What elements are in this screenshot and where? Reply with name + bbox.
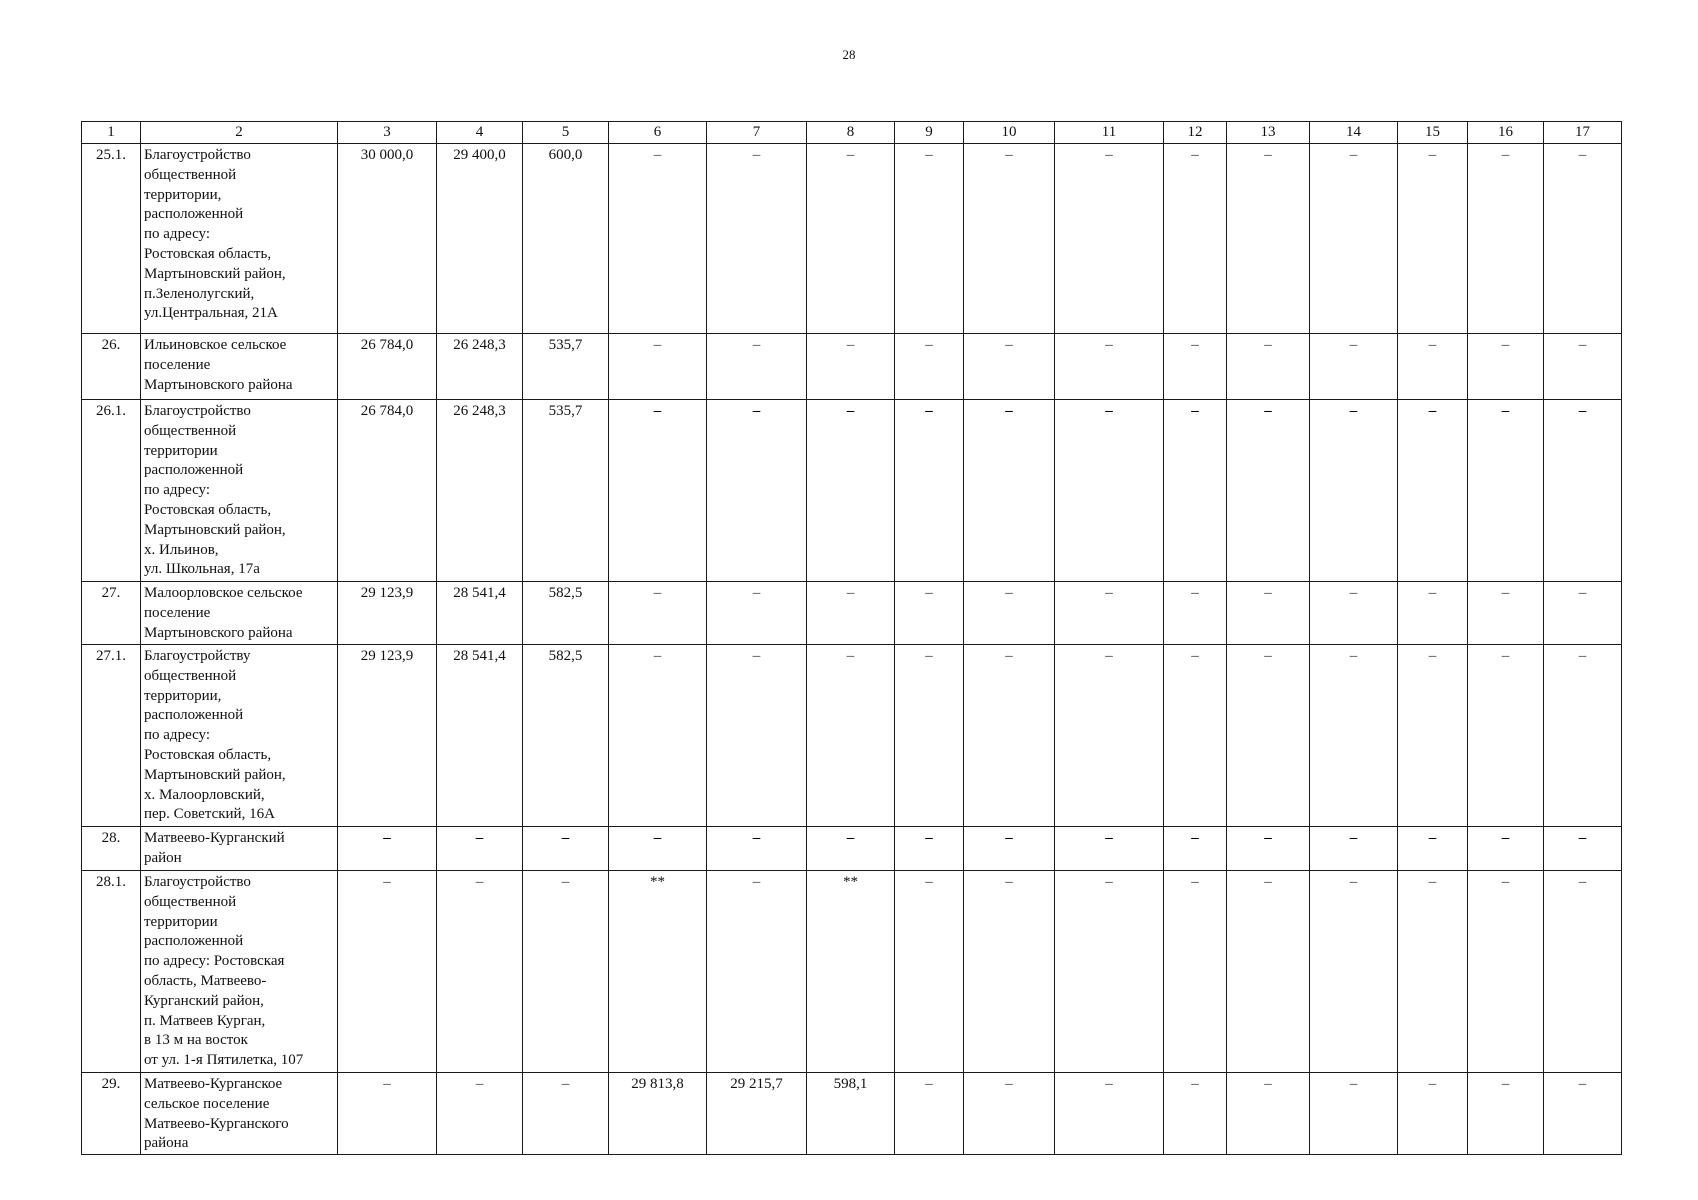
cell-col-13: – bbox=[1227, 582, 1310, 645]
cell-col-6: – bbox=[609, 582, 707, 645]
cell-col-3: – bbox=[338, 1073, 437, 1155]
cell-col-17: – bbox=[1544, 871, 1622, 1073]
cell-col-12: – bbox=[1164, 144, 1227, 334]
cell-col-9: – bbox=[895, 1073, 964, 1155]
cell-col-13: – bbox=[1227, 871, 1310, 1073]
cell-col-6: – bbox=[609, 144, 707, 334]
cell-col-16: – bbox=[1468, 645, 1544, 827]
row-number: 28. bbox=[82, 827, 141, 871]
column-header-15: 15 bbox=[1398, 122, 1468, 144]
cell-col-9: – bbox=[895, 582, 964, 645]
row-number: 27.1. bbox=[82, 645, 141, 827]
cell-col-11: – bbox=[1055, 334, 1164, 400]
row-number: 29. bbox=[82, 1073, 141, 1155]
cell-col-3: 30 000,0 bbox=[338, 144, 437, 334]
cell-col-6: – bbox=[609, 827, 707, 871]
cell-col-6: 29 813,8 bbox=[609, 1073, 707, 1155]
row-name: Благоустройство общественной территории расположенной по адресу: Ростовская область, Матвеево- Курганский район, п. Матвеев Курган, в 13 м на восток от ул. 1-я Пятилетка, 107 bbox=[141, 871, 338, 1073]
cell-col-7: – bbox=[707, 827, 807, 871]
cell-col-10: – bbox=[964, 871, 1055, 1073]
cell-col-9: – bbox=[895, 871, 964, 1073]
cell-col-15: – bbox=[1398, 645, 1468, 827]
row-name: Ильиновское сельское поселение Мартыновского района bbox=[141, 334, 338, 400]
cell-col-3: 29 123,9 bbox=[338, 582, 437, 645]
column-header-7: 7 bbox=[707, 122, 807, 144]
cell-col-15: – bbox=[1398, 1073, 1468, 1155]
cell-col-13: – bbox=[1227, 645, 1310, 827]
cell-col-15: – bbox=[1398, 582, 1468, 645]
cell-col-5: – bbox=[523, 1073, 609, 1155]
cell-col-9: – bbox=[895, 334, 964, 400]
cell-col-8: – bbox=[807, 400, 895, 582]
budget-table bbox=[81, 121, 1622, 1155]
cell-col-4: 29 400,0 bbox=[437, 144, 523, 334]
table-row bbox=[82, 582, 1622, 645]
cell-col-17: – bbox=[1544, 827, 1622, 871]
column-header-4: 4 bbox=[437, 122, 523, 144]
cell-col-8: 598,1 bbox=[807, 1073, 895, 1155]
row-name: Благоустройству общественной территории, расположенной по адресу: Ростовская область, Мартыновский район, х. Малоорловский, пер. Советский, 16А bbox=[141, 645, 338, 827]
cell-col-9: – bbox=[895, 645, 964, 827]
cell-col-11: – bbox=[1055, 400, 1164, 582]
cell-col-12: – bbox=[1164, 400, 1227, 582]
table-body bbox=[82, 144, 1622, 1155]
cell-col-10: – bbox=[964, 582, 1055, 645]
cell-col-14: – bbox=[1310, 827, 1398, 871]
column-header-2: 2 bbox=[141, 122, 338, 144]
cell-col-7: – bbox=[707, 871, 807, 1073]
column-header-8: 8 bbox=[807, 122, 895, 144]
cell-col-12: – bbox=[1164, 1073, 1227, 1155]
cell-col-14: – bbox=[1310, 582, 1398, 645]
cell-col-9: – bbox=[895, 400, 964, 582]
row-number: 26. bbox=[82, 334, 141, 400]
cell-col-3: 26 784,0 bbox=[338, 334, 437, 400]
cell-col-5: – bbox=[523, 871, 609, 1073]
cell-col-17: – bbox=[1544, 334, 1622, 400]
cell-col-10: – bbox=[964, 144, 1055, 334]
column-header-16: 16 bbox=[1468, 122, 1544, 144]
cell-col-10: – bbox=[964, 400, 1055, 582]
cell-col-14: – bbox=[1310, 1073, 1398, 1155]
cell-col-14: – bbox=[1310, 334, 1398, 400]
column-header-13: 13 bbox=[1227, 122, 1310, 144]
cell-col-11: – bbox=[1055, 1073, 1164, 1155]
cell-col-3: – bbox=[338, 871, 437, 1073]
cell-col-5: 600,0 bbox=[523, 144, 609, 334]
column-header-3: 3 bbox=[338, 122, 437, 144]
cell-col-8: – bbox=[807, 827, 895, 871]
cell-col-16: – bbox=[1468, 144, 1544, 334]
cell-col-11: – bbox=[1055, 645, 1164, 827]
cell-col-6: – bbox=[609, 645, 707, 827]
column-header-12: 12 bbox=[1164, 122, 1227, 144]
cell-col-4: 28 541,4 bbox=[437, 645, 523, 827]
cell-col-11: – bbox=[1055, 144, 1164, 334]
cell-col-12: – bbox=[1164, 645, 1227, 827]
cell-col-4: – bbox=[437, 827, 523, 871]
cell-col-5: 582,5 bbox=[523, 582, 609, 645]
cell-col-4: – bbox=[437, 1073, 523, 1155]
cell-col-8: – bbox=[807, 582, 895, 645]
row-number: 28.1. bbox=[82, 871, 141, 1073]
table-row bbox=[82, 144, 1622, 334]
table-row bbox=[82, 871, 1622, 1073]
cell-col-12: – bbox=[1164, 871, 1227, 1073]
cell-col-17: – bbox=[1544, 582, 1622, 645]
cell-col-6: – bbox=[609, 400, 707, 582]
column-header-17: 17 bbox=[1544, 122, 1622, 144]
cell-col-15: – bbox=[1398, 400, 1468, 582]
cell-col-17: – bbox=[1544, 1073, 1622, 1155]
cell-col-3: 29 123,9 bbox=[338, 645, 437, 827]
column-header-1: 1 bbox=[82, 122, 141, 144]
cell-col-17: – bbox=[1544, 645, 1622, 827]
cell-col-16: – bbox=[1468, 827, 1544, 871]
cell-col-9: – bbox=[895, 144, 964, 334]
column-header-6: 6 bbox=[609, 122, 707, 144]
cell-col-17: – bbox=[1544, 144, 1622, 334]
cell-col-10: – bbox=[964, 827, 1055, 871]
cell-col-12: – bbox=[1164, 334, 1227, 400]
cell-col-14: – bbox=[1310, 871, 1398, 1073]
row-number: 25.1. bbox=[82, 144, 141, 334]
table-row bbox=[82, 645, 1622, 827]
cell-col-16: – bbox=[1468, 334, 1544, 400]
column-header-9: 9 bbox=[895, 122, 964, 144]
cell-col-8: ** bbox=[807, 871, 895, 1073]
cell-col-15: – bbox=[1398, 144, 1468, 334]
cell-col-6: – bbox=[609, 334, 707, 400]
row-number: 26.1. bbox=[82, 400, 141, 582]
cell-col-7: – bbox=[707, 645, 807, 827]
cell-col-14: – bbox=[1310, 400, 1398, 582]
cell-col-13: – bbox=[1227, 1073, 1310, 1155]
cell-col-13: – bbox=[1227, 144, 1310, 334]
row-name: Матвеево-Курганский район bbox=[141, 827, 338, 871]
row-number: 27. bbox=[82, 582, 141, 645]
cell-col-7: 29 215,7 bbox=[707, 1073, 807, 1155]
cell-col-5: 582,5 bbox=[523, 645, 609, 827]
cell-col-8: – bbox=[807, 645, 895, 827]
cell-col-13: – bbox=[1227, 334, 1310, 400]
cell-col-5: 535,7 bbox=[523, 400, 609, 582]
table-row bbox=[82, 400, 1622, 582]
column-header-5: 5 bbox=[523, 122, 609, 144]
cell-col-10: – bbox=[964, 1073, 1055, 1155]
cell-col-4: – bbox=[437, 871, 523, 1073]
cell-col-6: ** bbox=[609, 871, 707, 1073]
cell-col-13: – bbox=[1227, 827, 1310, 871]
cell-col-4: 28 541,4 bbox=[437, 582, 523, 645]
cell-col-5: 535,7 bbox=[523, 334, 609, 400]
cell-col-8: – bbox=[807, 334, 895, 400]
cell-col-14: – bbox=[1310, 645, 1398, 827]
cell-col-7: – bbox=[707, 582, 807, 645]
cell-col-16: – bbox=[1468, 871, 1544, 1073]
cell-col-8: – bbox=[807, 144, 895, 334]
cell-col-10: – bbox=[964, 645, 1055, 827]
row-name: Благоустройство общественной территории расположенной по адресу: Ростовская область, Мартыновский район, х. Ильинов, ул. Школьная, 17а bbox=[141, 400, 338, 582]
cell-col-11: – bbox=[1055, 827, 1164, 871]
cell-col-15: – bbox=[1398, 334, 1468, 400]
table-row bbox=[82, 827, 1622, 871]
cell-col-11: – bbox=[1055, 582, 1164, 645]
cell-col-7: – bbox=[707, 144, 807, 334]
cell-col-7: – bbox=[707, 400, 807, 582]
column-header-14: 14 bbox=[1310, 122, 1398, 144]
cell-col-16: – bbox=[1468, 400, 1544, 582]
cell-col-9: – bbox=[895, 827, 964, 871]
table-row bbox=[82, 1073, 1622, 1155]
cell-col-3: 26 784,0 bbox=[338, 400, 437, 582]
column-header-11: 11 bbox=[1055, 122, 1164, 144]
cell-col-15: – bbox=[1398, 827, 1468, 871]
header-row bbox=[82, 122, 1622, 144]
cell-col-11: – bbox=[1055, 871, 1164, 1073]
row-name: Благоустройство общественной территории, расположенной по адресу: Ростовская область, Мартыновский район, п.Зеленолугский, ул.Центральная, 21А bbox=[141, 144, 338, 334]
cell-col-13: – bbox=[1227, 400, 1310, 582]
cell-col-7: – bbox=[707, 334, 807, 400]
row-name: Малоорловское сельское поселение Мартыновского района bbox=[141, 582, 338, 645]
row-name: Матвеево-Курганское сельское поселение Матвеево-Курганского района bbox=[141, 1073, 338, 1155]
column-header-10: 10 bbox=[964, 122, 1055, 144]
cell-col-4: 26 248,3 bbox=[437, 400, 523, 582]
table-row bbox=[82, 334, 1622, 400]
cell-col-16: – bbox=[1468, 582, 1544, 645]
cell-col-3: – bbox=[338, 827, 437, 871]
cell-col-10: – bbox=[964, 334, 1055, 400]
cell-col-17: – bbox=[1544, 400, 1622, 582]
cell-col-4: 26 248,3 bbox=[437, 334, 523, 400]
page-number: 28 bbox=[842, 47, 856, 62]
cell-col-12: – bbox=[1164, 582, 1227, 645]
cell-col-16: – bbox=[1468, 1073, 1544, 1155]
cell-col-12: – bbox=[1164, 827, 1227, 871]
cell-col-5: – bbox=[523, 827, 609, 871]
cell-col-14: – bbox=[1310, 144, 1398, 334]
cell-col-15: – bbox=[1398, 871, 1468, 1073]
